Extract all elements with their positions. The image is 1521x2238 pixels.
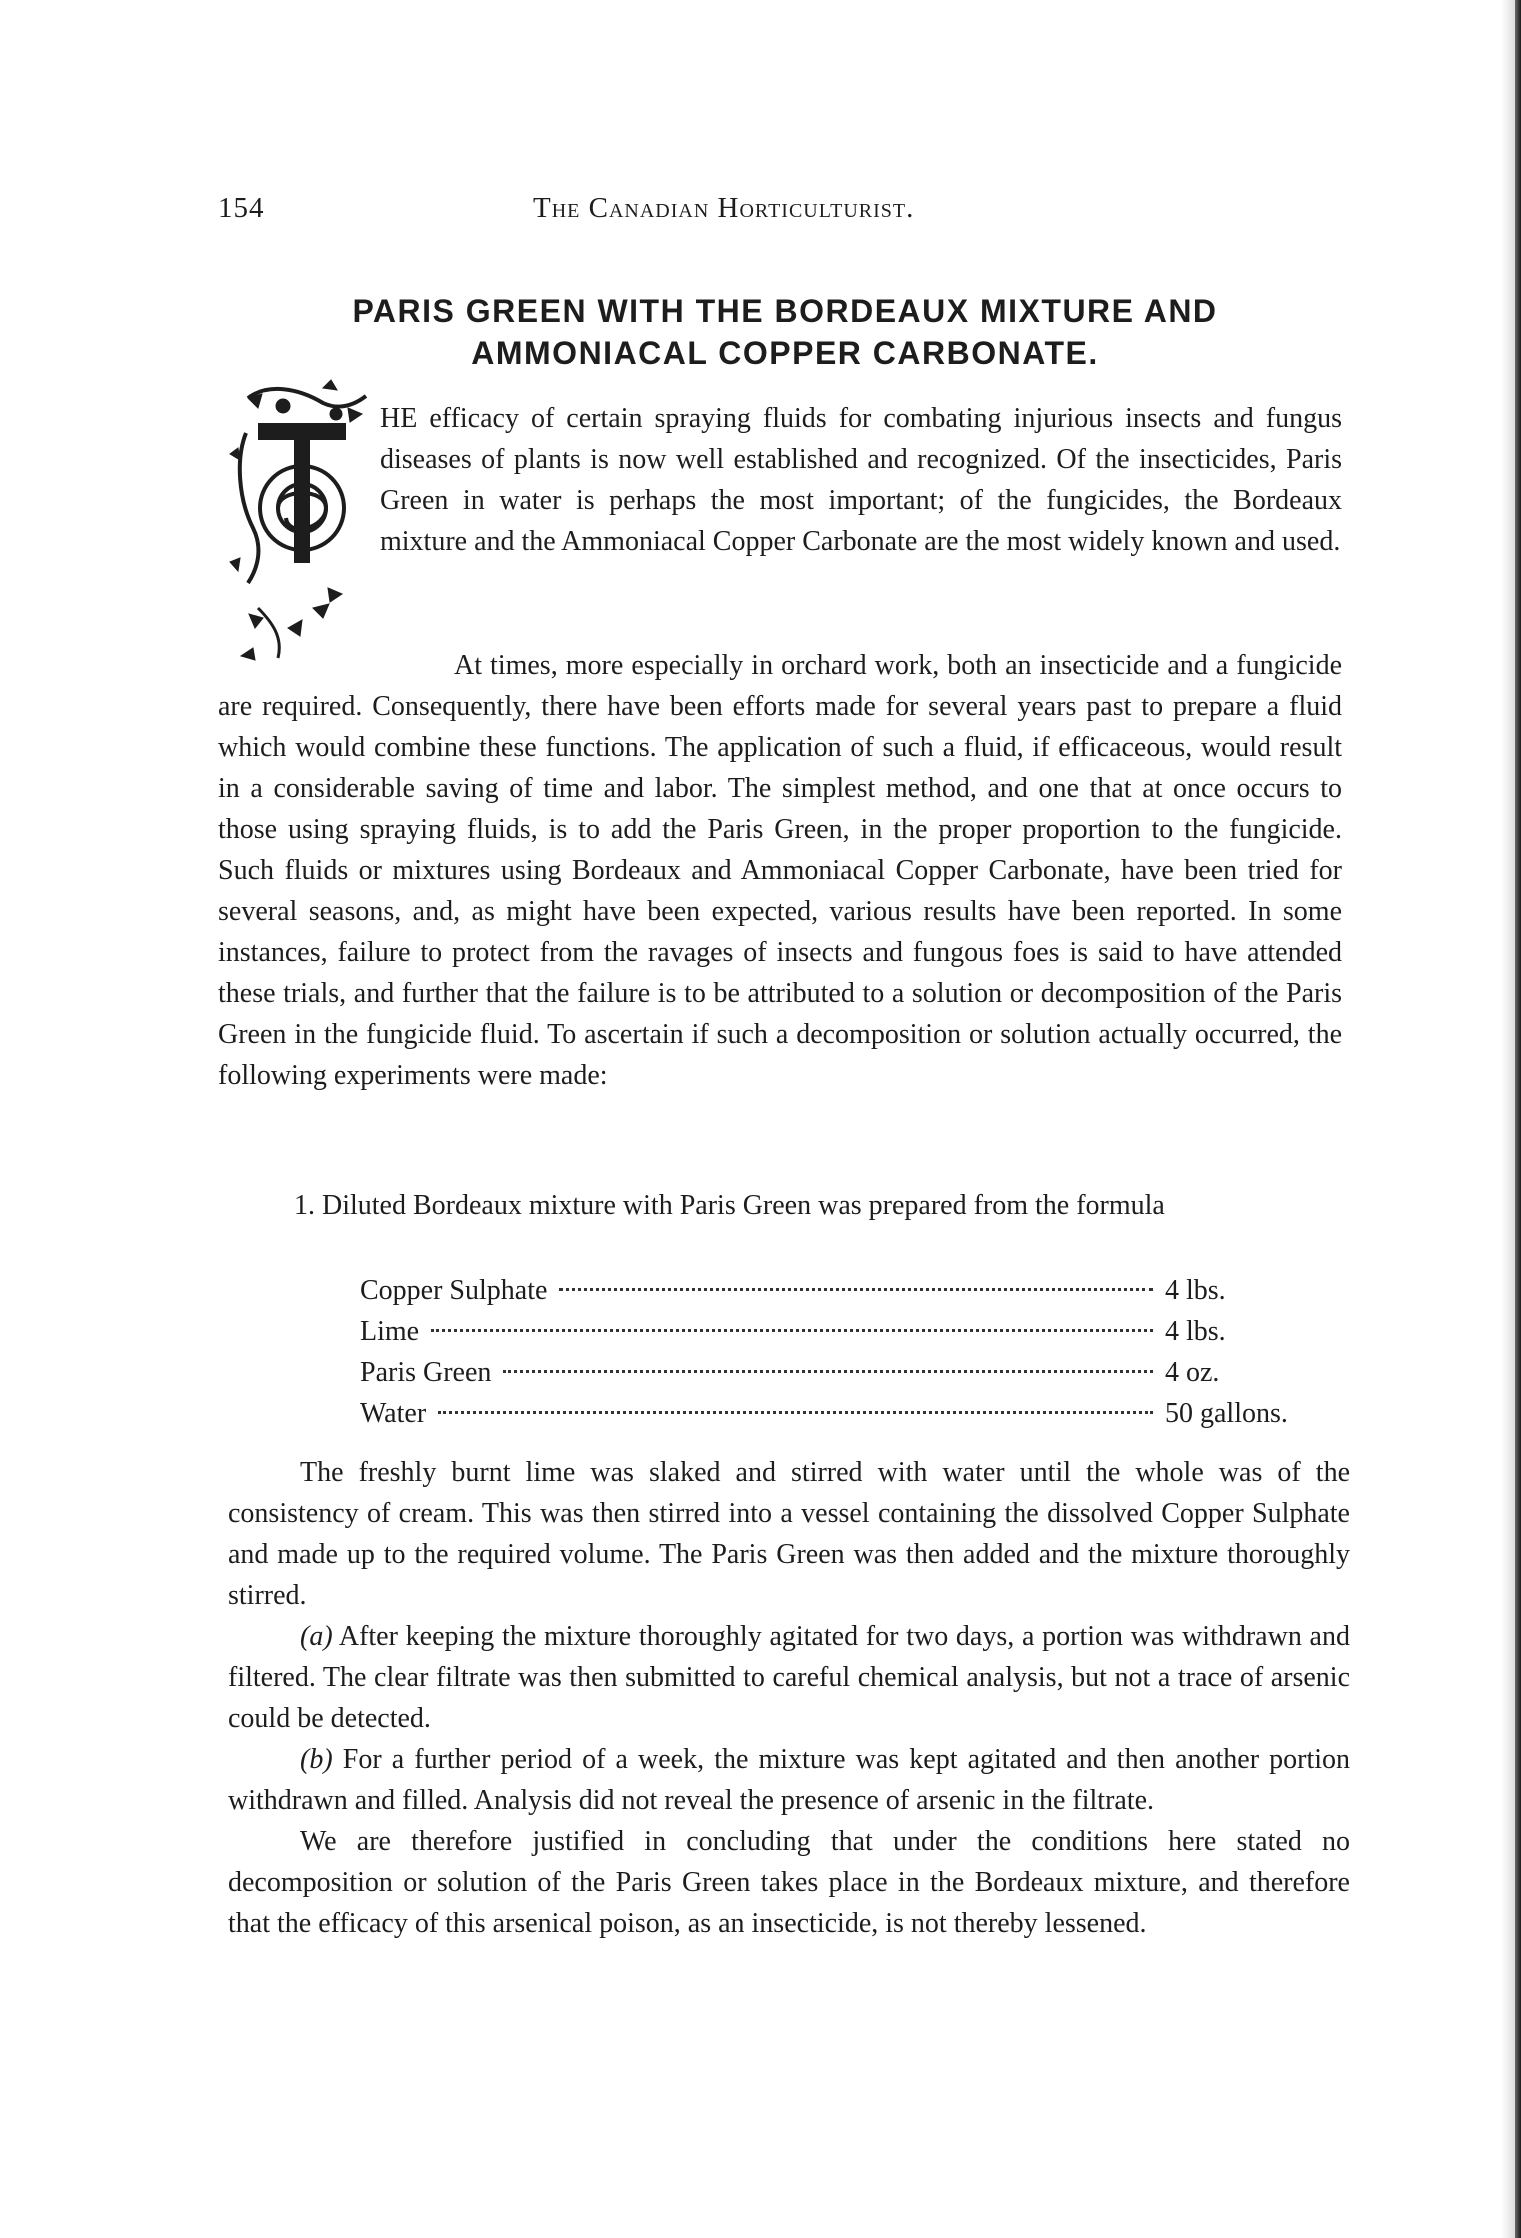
running-header — [218, 192, 1348, 232]
article-title — [210, 290, 1360, 374]
formula-row — [360, 1393, 1320, 1434]
formula-row — [360, 1270, 1320, 1311]
dot-leader — [559, 1288, 1153, 1291]
item-a-label: (a) — [300, 1621, 333, 1652]
results-section — [228, 1452, 1350, 1944]
page-edge-shadow — [1501, 0, 1515, 2238]
formula-amount: 4 lbs. — [1165, 1275, 1226, 1306]
title-line-1: PARIS GREEN WITH THE BORDEAUX MIXTURE AND — [352, 293, 1218, 329]
intro-paragraph: HE efficacy of certain spraying fluids for combating injurious insects and fungus diseases of plants is now well established and recognized. Of the insecticides, Paris Green in water is perhaps the most important; of the fungicides, the Bordeaux mixture and the Ammoniacal Copper Carbonate are the most widely known and used. — [380, 403, 1342, 557]
paragraph-main — [218, 645, 1342, 1096]
formula-ingredient: Water — [360, 1398, 427, 1429]
item-b-text: For a further period of a week, the mixture was kept agitated and then another portion withdrawn and filled. Analysis did not reveal the presence of arsenic in the filtrate. — [228, 1744, 1351, 1816]
experiment-description: Diluted Bordeaux mixture with Paris Green was prepared from the formula — [322, 1190, 1165, 1221]
paragraph-lime: The freshly burnt lime was slaked and stirred with water until the whole was of the consistency of cream. This was then stirred into a vessel containing the dissolved Copper Sulphate and made up to the required volume. The Paris Green was then added and the mixture thoroughly stirred. — [228, 1457, 1350, 1611]
experiment-number: 1. — [294, 1190, 315, 1221]
experiment-1-text — [222, 1185, 1342, 1226]
experiment-1 — [222, 1185, 1342, 1226]
formula-ingredient: Copper Sulphate — [360, 1275, 548, 1306]
title-line-2: AMMONIACAL COPPER CARBONATE. — [471, 335, 1099, 371]
page-number: 154 — [218, 192, 265, 224]
item-b — [228, 1739, 1350, 1821]
formula-amount: 50 gallons. — [1165, 1398, 1288, 1429]
formula-amount: 4 lbs. — [1165, 1316, 1226, 1347]
dot-leader — [438, 1411, 1153, 1414]
formula-ingredient: Paris Green — [360, 1357, 492, 1388]
formula-ingredient: Lime — [360, 1316, 420, 1347]
formula-table — [360, 1270, 1320, 1434]
conclusion-paragraph: We are therefore justified in concluding that under the conditions here stated no decomposition or solution of the Paris Green takes place in the Bordeaux mixture, and therefore that the efficacy of this arsenical poison, as an insecticide, is not thereby lessened. — [228, 1826, 1350, 1939]
ornamental-drop-cap — [228, 378, 373, 668]
item-a — [228, 1616, 1350, 1739]
page-binding-edge — [1515, 0, 1521, 2238]
formula-row — [360, 1352, 1320, 1393]
paragraph-2: At times, more especially in orchard work, both an insecticide and a fungicide are required. Consequently, there have been efforts made for several years past to prepare a fluid which would combine these functions. The application of such a fluid, if efficaceous, would result in a considerable saving of time and labor. The simplest method, and one that at once occurs to those using spraying fluids, is to add the Paris Green, in the proper proportion to the fungicide. Such fluids or mixtures using Bordeaux and Ammoniacal Copper Carbonate, have been tried for several seasons, and, as might have been expected, various results have been reported. In some instances, failure to protect from the ravages of insects and fungous foes is said to have attended these trials, and further that the failure is to be attributed to a solution or decomposition of the Paris Green in the fungicide fluid. To ascertain if such a decomposition or solution actually occurred, the following experiments were made: — [218, 650, 1342, 1091]
formula-amount: 4 oz. — [1165, 1357, 1220, 1388]
running-head: The Canadian Horticulturist. — [533, 192, 915, 224]
formula-row — [360, 1311, 1320, 1352]
item-a-text: After keeping the mixture thoroughly agitated for two days, a portion was withdrawn and filtered. The clear filtrate was then submitted to careful chemical analysis, but not a trace of arsenic could be detected. — [228, 1621, 1350, 1734]
dot-leader — [503, 1370, 1153, 1373]
dot-leader — [431, 1329, 1153, 1332]
item-b-label: (b) — [300, 1744, 333, 1775]
